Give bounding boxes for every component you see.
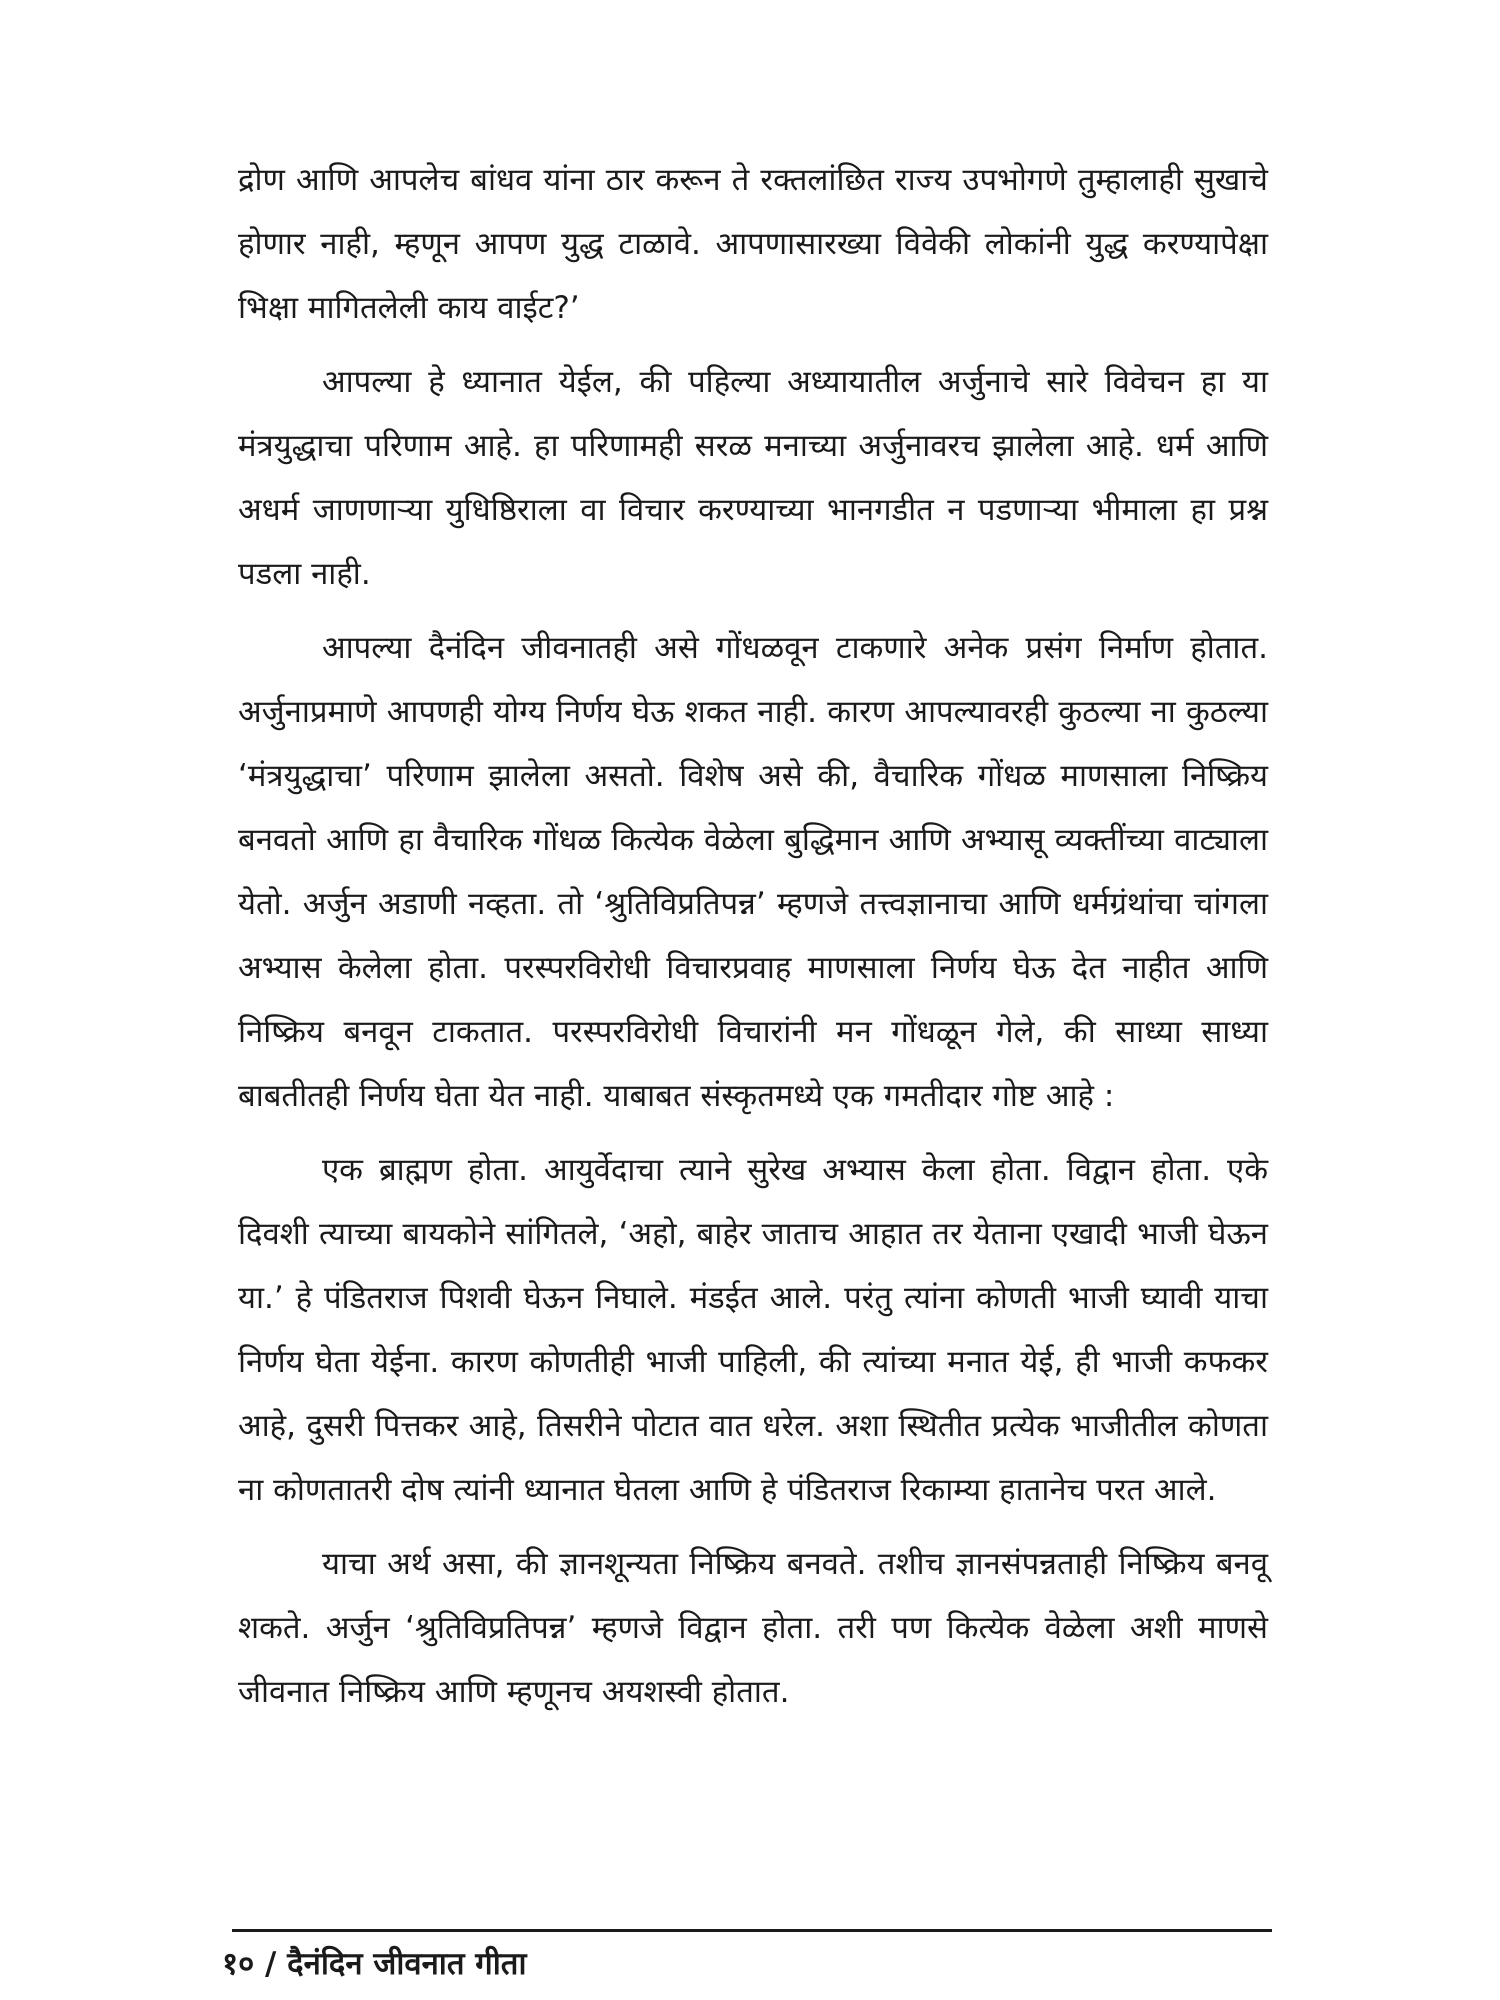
paragraph-4: एक ब्राह्मण होता. आयुर्वेदाचा त्याने सुरेख अभ्यास केला होता. विद्वान होता. एके दिवशी त्याच्या बायकोने सांगितले, ‘अहो, बाहेर जाताच आहात तर येताना एखादी भाजी घेऊन या.’ हे पंडितराज पिशवी घेऊन निघाले. मंडईत आले. परंतु त्यांना कोणती भाजी घ्यावी याचा निर्णय घेता येईना. कारण कोणतीही भाजी पाहिली, की त्यांच्या मनात येई, ही भाजी कफकर आहे, दुसरी पित्तकर आहे, तिसरीने पोटात वात धरेल. अशा स्थितीत प्रत्येक भाजीतील कोणता ना कोणतातरी दोष त्यांनी ध्यानात घेतला आणि हे पंडितराज रिकाम्या हातानेच परत आले. [238, 1152, 1268, 1508]
paragraph-5: याचा अर्थ असा, की ज्ञानशून्यता निष्क्रिय बनवते. तशीच ज्ञानसंपन्नताही निष्क्रिय बनवू शकते. अर्जुन ‘श्रुतिविप्रतिपन्न’ म्हणजे विद्वान होता. तरी पण कित्येक वेळेला अशी माणसे जीवनात निष्क्रिय आणि म्हणूनच अयशस्वी होतात. [238, 1546, 1268, 1710]
page-body [238, 148, 1268, 1734]
footer-divider [232, 1929, 1272, 1932]
page-footer [222, 1942, 526, 1986]
paragraph-1: द्रोण आणि आपलेच बांधव यांना ठार करून ते रक्तलांछित राज्य उपभोगणे तुम्हालाही सुखाचे होणार नाही, म्हणून आपण युद्ध टाळावे. आपणासारख्या विवेकी लोकांनी युद्ध करण्यापेक्षा भिक्षा मागितलेली काय वाईट?’ [238, 162, 1268, 326]
paragraph-2: आपल्या हे ध्यानात येईल, की पहिल्या अध्यायातील अर्जुनाचे सारे विवेचन हा या मंत्रयुद्धाचा परिणाम आहे. हा परिणामही सरळ मनाच्या अर्जुनावरच झालेला आहे. धर्म आणि अधर्म जाणणाऱ्या युधिष्ठिराला वा विचार करण्याच्या भानगडीत न पडणाऱ्या भीमाला हा प्रश्न पडला नाही. [238, 364, 1268, 592]
book-title: दैनंदिन जीवनात गीता [287, 1946, 527, 1982]
footer-separator: / [265, 1946, 277, 1982]
paragraph-3: आपल्या दैनंदिन जीवनातही असे गोंधळवून टाकणारे अनेक प्रसंग निर्माण होतात. अर्जुनाप्रमाणे आपणही योग्य निर्णय घेऊ शकत नाही. कारण आपल्यावरही कुठल्या ना कुठल्या ‘मंत्रयुद्धाचा’ परिणाम झालेला असतो. विशेष असे की, वैचारिक गोंधळ माणसाला निष्क्रिय बनवतो आणि हा वैचारिक गोंधळ कित्येक वेळेला बुद्धिमान आणि अभ्यासू व्यक्तींच्या वाट्याला येतो. अर्जुन अडाणी नव्हता. तो ‘श्रुतिविप्रतिपन्न’ म्हणजे तत्त्वज्ञानाचा आणि धर्मग्रंथांचा चांगला अभ्यास केलेला होता. परस्परविरोधी विचारप्रवाह माणसाला निर्णय घेऊ देत नाहीत आणि निष्क्रिय बनवून टाकतात. परस्परविरोधी विचारांनी मन गोंधळून गेले, की साध्या साध्या बाबतीतही निर्णय घेता येत नाही. याबाबत संस्कृतमध्ये एक गमतीदार गोष्ट आहे : [238, 630, 1268, 1114]
page-number: १० [222, 1946, 255, 1982]
